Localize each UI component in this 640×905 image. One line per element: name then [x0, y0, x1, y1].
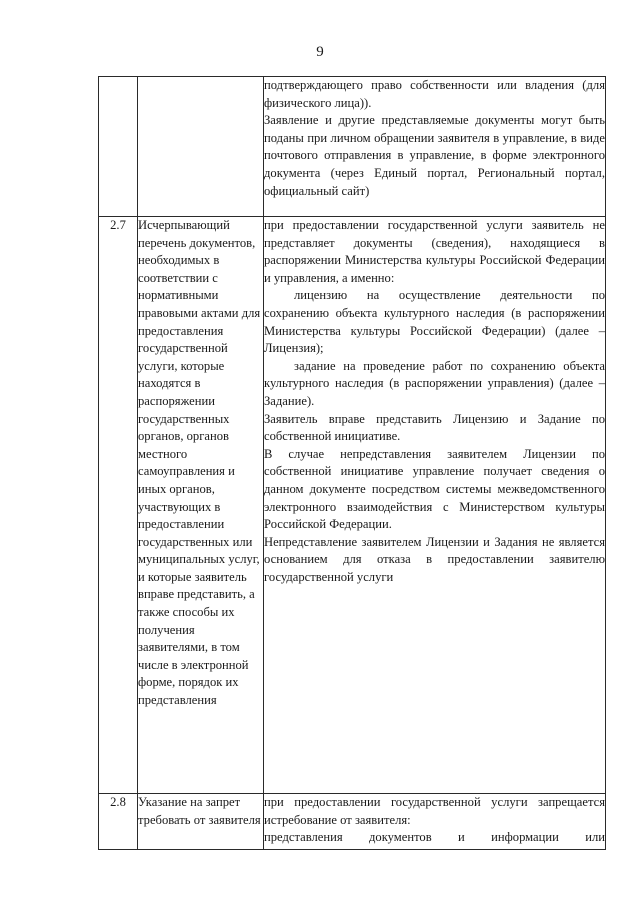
- row-title: Указание на запрет требовать от заявителя: [138, 794, 264, 850]
- table-row: [99, 217, 606, 794]
- page-number: 9: [316, 44, 324, 60]
- row-number: 2.8: [99, 794, 138, 850]
- row-content: [264, 77, 606, 217]
- row-content: [264, 217, 606, 794]
- paragraph: задание на проведение работ по сохранению объекта культурного наследия (в распоряжении управления) (далее – Задание).: [264, 358, 605, 408]
- paragraph: Заявитель вправе представить Лицензию и Задание по собственной инициативе.: [264, 411, 605, 444]
- paragraph: лицензию на осуществление деятельности по сохранению объекта культурного наследия (в распоряжении Министерства культуры Российской Федерации) (далее – Лицензия);: [264, 288, 605, 356]
- paragraph: Заявление и другие представляемые документы могут быть поданы при личном обращении заявителя в управление, в виде почтового отправления в управление, в форме электронного документа (через Единый портал, Региональный портал, официальный сайт): [264, 113, 605, 198]
- paragraph: В случае непредставления заявителем Лицензии по собственной инициативе управление получает сведения о данном документе посредством системы межведомственного электронного взаимодействия с Министерством культуры Российской Федерации.: [264, 446, 605, 532]
- paragraph: Непредставление заявителем Лицензии и Задания не является основанием для отказа в предоставлении заявителю государственной услуги: [264, 534, 605, 584]
- row-title: [138, 77, 264, 217]
- row-number: 2.7: [99, 217, 138, 794]
- row-title-text: Исчерпывающий перечень документов, необходимых в соответствии с нормативными правовыми актами для предоставления государственной услуги, которые находятся в распоряжении государственных органов, органов местного самоуправления и иных органов, участвующих в предоставлении государственных или муниципальных услуг, и которые заявитель вправе представить, а также способы их получения заявителями, в том числе в электронной форме, порядок их представления: [138, 218, 261, 708]
- document-table: [98, 76, 606, 850]
- row-number: [99, 77, 138, 217]
- paragraph: представления документов и информации или: [264, 830, 605, 845]
- table-row: [99, 794, 606, 850]
- paragraph: подтверждающего право собственности или владения (для физического лица)).: [264, 78, 605, 110]
- row-title: [138, 217, 264, 794]
- paragraph: при предоставлении государственной услуги заявитель не представляет документы (сведения), находящиеся в распоряжении Министерства культуры Российской Федерации и управления, а именно:: [264, 218, 605, 285]
- paragraph: при предоставлении государственной услуги запрещается истребование от заявителя:: [264, 795, 605, 827]
- row-content: [264, 794, 606, 850]
- table-row: [99, 77, 606, 217]
